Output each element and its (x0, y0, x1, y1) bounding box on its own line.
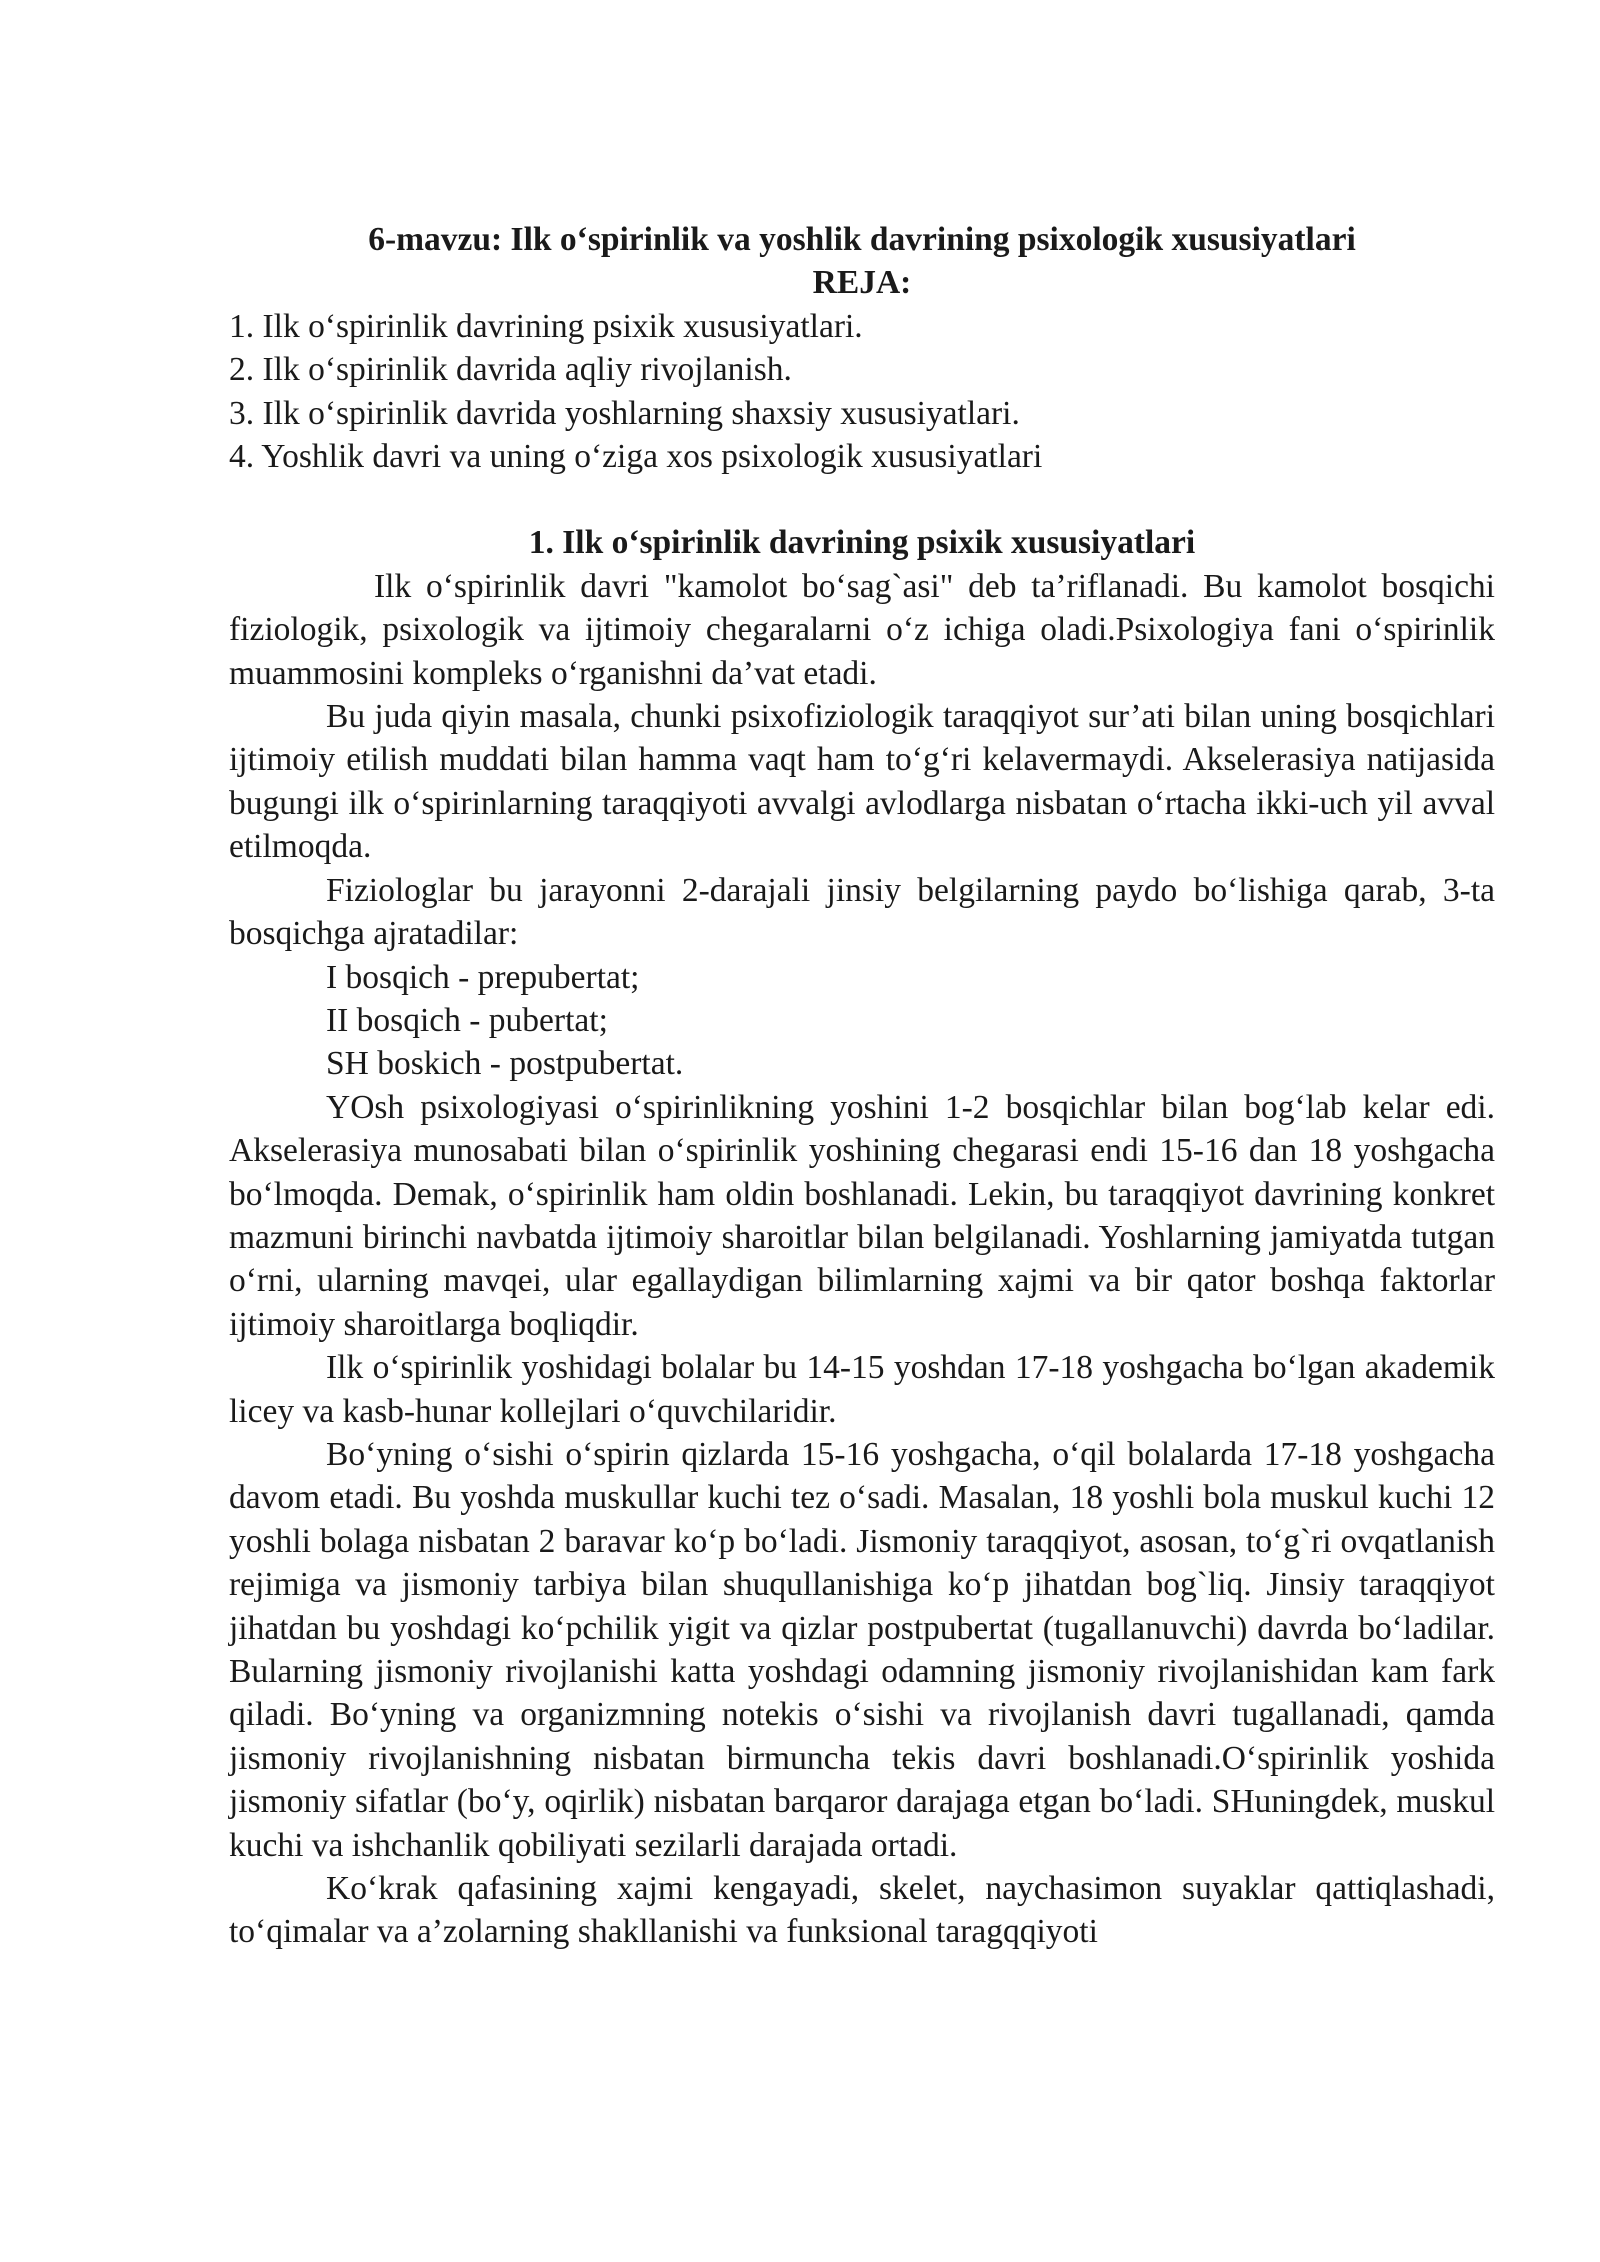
plan-list (229, 305, 1495, 479)
plan-item: 3. Ilk o‘spirinlik davrida yoshlarning shaxsiy xususiyatlari. (229, 394, 1020, 432)
document-page (229, 218, 1495, 1954)
paragraph: Bu juda qiyin masala, chunki psixofiziologik taraqqiyot sur’ati bilan uning bosqichlari ijtimoiy etilish muddati bilan hamma vaqt ham to‘g‘ri kelavermaydi. Akselerasiya natijasida bugungi ilk o‘spirinlarning taraqqiyoti avvalgi avlodlarga nisbatan o‘rtacha ikki-uch yil avval etilmoqda. (229, 698, 1495, 866)
paragraph: Ko‘krak qafasining xajmi kengayadi, skelet, naychasimon suyaklar qattiqlashadi, to‘qimalar va a’zolarning shakllanishi va funksional taragqqiyoti (229, 1870, 1495, 1951)
paragraph: Ilk o‘spirinlik yoshidagi bolalar bu 14-15 yoshdan 17-18 yoshgacha bo‘lgan akademik licey va kasb-hunar kollejlari o‘quvchilaridir. (229, 1349, 1495, 1430)
plan-item: 1. Ilk o‘spirinlik davrining psixik xususiyatlari. (229, 307, 863, 345)
document-title: 6-mavzu: Ilk o‘spirinlik va yoshlik davrining psixologik xususiyatlari (368, 221, 1356, 258)
plan-heading: REJA: (812, 264, 912, 302)
paragraph: Bo‘yning o‘sishi o‘spirin qizlarda 15-16 yoshgacha, o‘qil bolalarda 17-18 yoshgacha davom etadi. Bu yoshda muskullar kuchi tez o‘sadi. Masalan, 18 yoshli bola muskul kuchi 12 yoshli bolaga nisbatan 2 baravar ko‘p bo‘ladi. Jismoniy taraqqiyot, asosan, to‘g`ri ovqatlanish rejimiga va jismoniy tarbiya bilan shuqullanishiga ko‘p jihatdan bog`liq. Jinsiy taraqqiyot jihatdan bu yoshdagi ko‘pchilik yigit va qizlar postpubertat (tugallanuvchi) davrda bo‘ladilar. Bularning jismoniy rivojlanishi katta yoshdagi odamning jismoniy rivojlanishidan kam fark qiladi. Bo‘yning va organizmning notekis o‘sishi va rivojlanish davri tugallanadi, qamda jismoniy rivojlanishning nisbatan birmuncha tekis davri boshlanadi.O‘spirinlik yoshida jismoniy sifatlar (bo‘y, oqirlik) nisbatan barqaror darajaga etgan bo‘ladi. SHuningdek, muskul kuchi va ishchanlik qobiliyati sezilarli darajada ortadi. (229, 1435, 1495, 1864)
plan-item: 2. Ilk o‘spirinlik davrida aqliy rivojlanish. (229, 351, 792, 389)
paragraph: Fiziologlar bu jarayonni 2-darajali jinsiy belgilarning paydo bo‘lishiga qarab, 3-ta bosqichga ajratadilar: (229, 871, 1495, 953)
stage-item: II bosqich - pubertat; (326, 1001, 608, 1039)
plan-item: 4. Yoshlik davri va uning o‘ziga xos psixologik xususiyatlari (229, 438, 1043, 476)
spacer (229, 478, 1495, 521)
stage-item: SH boskich - postpubertat. (326, 1045, 684, 1083)
paragraph: YOsh psixologiyasi o‘spirinlikning yoshini 1-2 bosqichlar bilan bog‘lab kelar edi. Akselerasiya munosabati bilan o‘spirinlik yoshining chegarasi endi 15-16 dan 18 yoshgacha bo‘lmoqda. Demak, o‘spirinlik ham oldin boshlanadi. Lekin, bu taraqqiyot davrining konkret mazmuni birinchi navbatda ijtimoiy sharoitlar bilan belgilanadi. Yoshlarning jamiyatda tutgan o‘rni, ularning mavqei, ular egallaydigan bilimlarning xajmi va bir qator boshqa faktorlar ijtimoiy sharoitlarga boqliqdir. (229, 1088, 1495, 1343)
paragraph: Ilk o‘spirinlik davri "kamolot bo‘sag`asi" deb ta’riflanadi. Bu kamolot bosqichi fiziologik, psixologik va ijtimoiy chegaralarni o‘z ichiga oladi.Psixologiya fani o‘spirinlik muammosini kompleks o‘rganishni da’vat etadi. (229, 567, 1495, 692)
stage-item: I bosqich - prepubertat; (326, 958, 640, 996)
section-title: 1. Ilk o‘spirinlik davrining psixik xususiyatlari (528, 524, 1196, 562)
